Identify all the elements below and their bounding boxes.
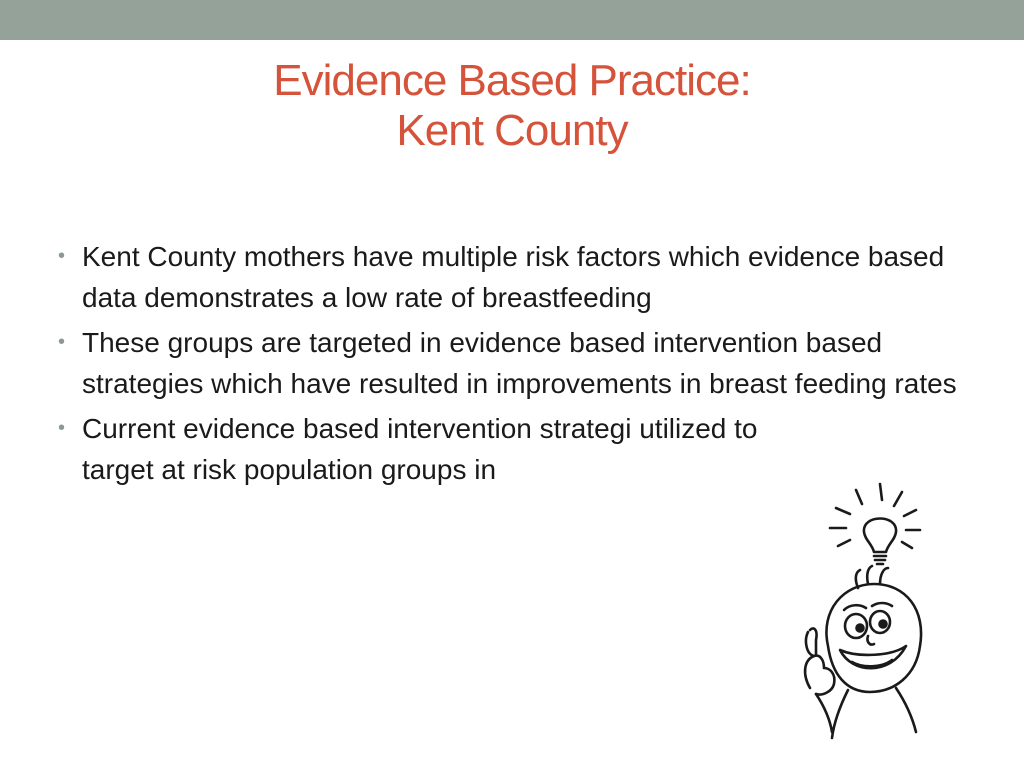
lightbulb-idea-cartoon-icon: [770, 470, 950, 740]
bullet-item: [58, 322, 978, 404]
bullet-list: [58, 236, 978, 494]
bullet-text: These groups are targeted in evidence based intervention based strategies which have resulted in improvements in breast feeding rates: [82, 327, 957, 399]
bullet-dot-icon: •: [58, 245, 66, 267]
bullet-text: Current evidence based intervention strategi utilized to target at risk population groups in: [82, 413, 758, 485]
slide-title-line-1: Evidence Based Practice:: [273, 56, 751, 105]
slide-title-line-2: Kent County: [396, 106, 628, 155]
top-accent-bar: [0, 0, 1024, 40]
bullet-dot-icon: •: [58, 417, 66, 439]
bullet-text: Kent County mothers have multiple risk factors which evidence based data demonstrates a low rate of breastfeeding: [82, 241, 945, 313]
bullet-dot-icon: •: [58, 331, 66, 353]
slide-title: [0, 56, 1024, 156]
bullet-item: [58, 236, 978, 318]
